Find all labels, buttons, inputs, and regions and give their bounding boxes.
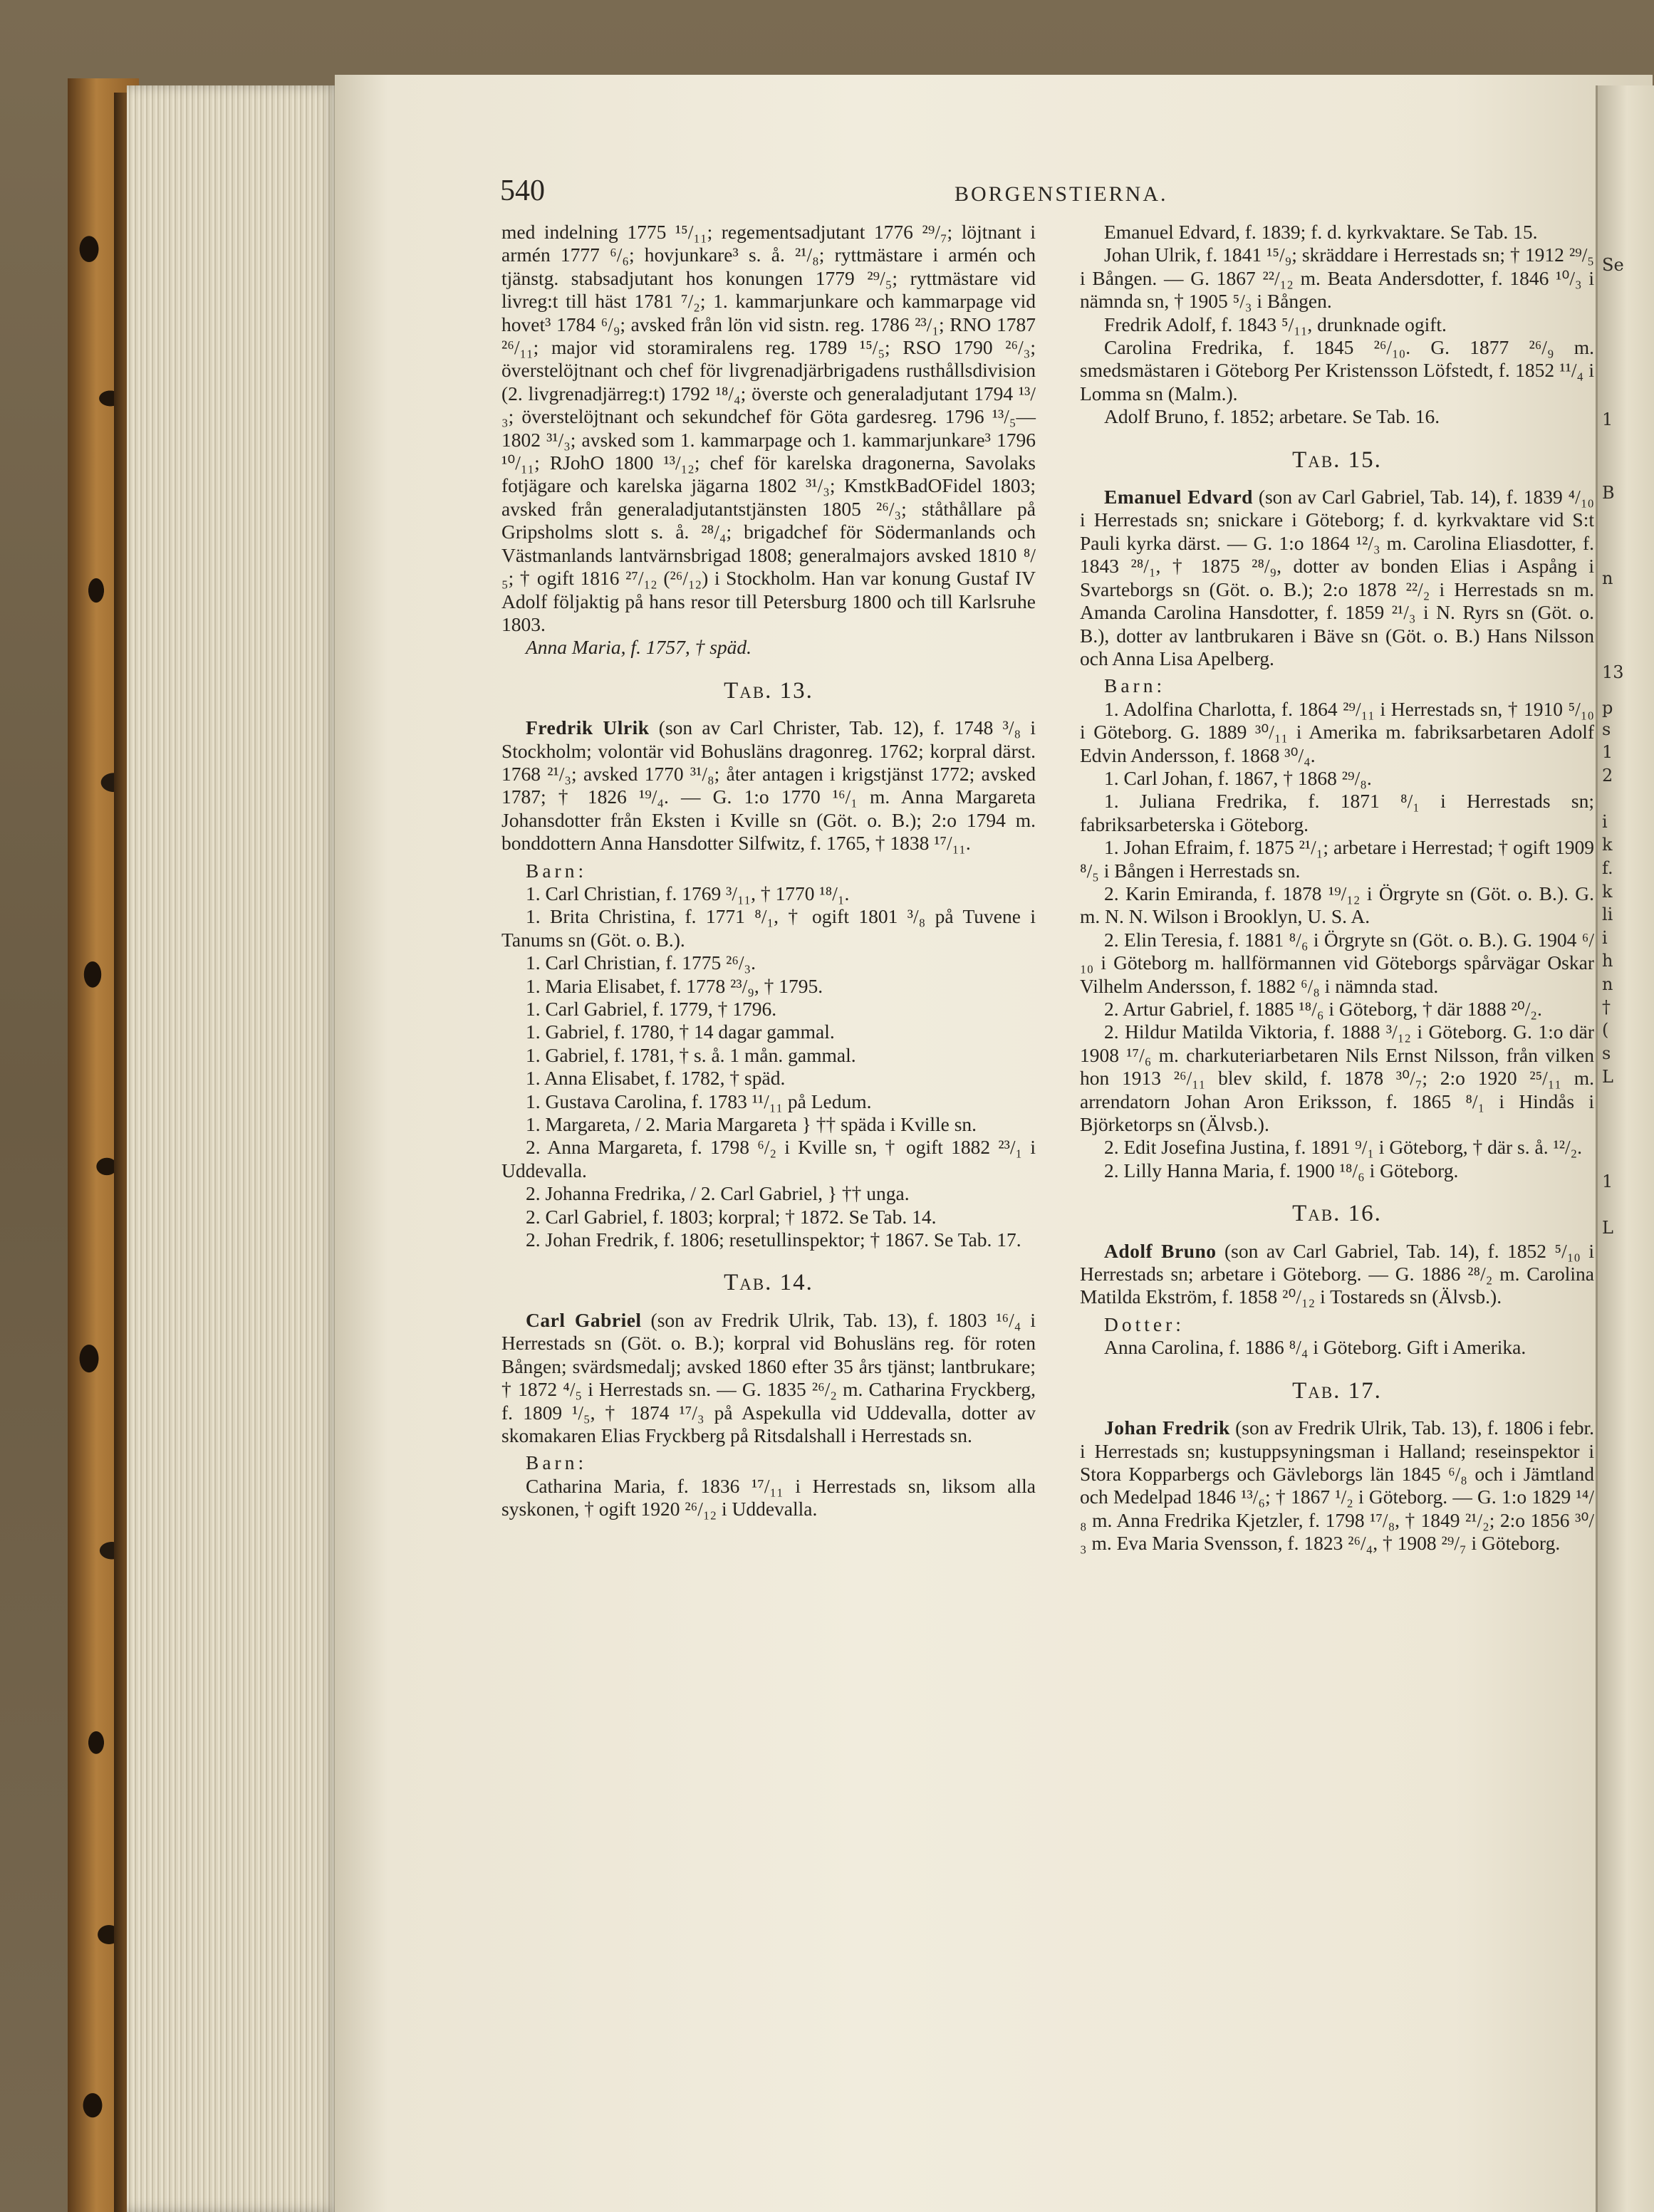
fragment: Se xyxy=(1602,255,1624,275)
fragment: s xyxy=(1602,719,1611,739)
child-entry: 1. Maria Elisabet, f. 1778 ²³/₉, † 1795. xyxy=(526,974,823,997)
child-entry: 1. Carl Christian, f. 1769 ³/₁₁, † 1770 ¹⁸/₁. xyxy=(526,882,850,904)
right-column xyxy=(1080,221,1594,1555)
child-entry: Fredrik Adolf, f. 1843 ⁵/₁₁, drunknade ogift. xyxy=(1104,313,1447,335)
children-label: Barn: xyxy=(1104,674,1166,697)
entry-paragraph: Johan Fredrik (son av Fredrik Ulrik, Tab. 13), f. 1806 i febr. i Herrestads sn; kustuppsyningsman i Halland; reseinspektor i Stora Kopparbergs och Gävleborgs län 1845 ⁶/₈ och i Jämtland och Medelpad 1846 ¹³/₆; † 1867 ¹/₂ i Göteborg. — G. 1:o 1829 ¹⁴/₈ m. Anna Fredrika Kjetzler, f. 1798 ¹⁷/₈, † 1849 ²¹/₂; 2:o 1856 ³⁰/₃ m. Eva Maria Svensson, f. 1823 ²⁶/₄, † 1908 ²⁹/₇ i Göteborg. xyxy=(1080,1417,1594,1555)
fragment: p xyxy=(1602,698,1613,718)
child-entry-twins: 2. Johanna Fredrika, / 2. Carl Gabriel, } †† unga. xyxy=(526,1182,910,1205)
fragment: L xyxy=(1602,1067,1613,1087)
left-column xyxy=(501,221,1036,1521)
child-entry: 1. Gabriel, f. 1780, † 14 dagar gammal. xyxy=(526,1021,835,1043)
child-entry: 1. Adolfina Charlotta, f. 1864 ²⁹/₁₁ i Herrestads sn, † 1910 ⁵/₁₀ i Göteborg. G. 1889 ³⁰/₁₁ i Amerika m. fabriksarbetaren Adolf Edvin Andersson, f. 1868 ³⁰/₄. xyxy=(1080,697,1594,766)
fragment: ( xyxy=(1602,1020,1609,1040)
fragment: h xyxy=(1602,951,1613,971)
child-entry: 1. Carl Johan, f. 1867, † 1868 ²⁹/₈. xyxy=(1104,766,1372,789)
section-heading: Tab. 13. xyxy=(724,677,813,704)
entry-paragraph: Adolf Bruno (son av Carl Gabriel, Tab. 14), f. 1852 ⁵/₁₀ i Herrestads sn; arbetare i Göteborg. — G. 1886 ²⁸/₂ m. Carolina Matilda Ekström, f. 1858 ²⁰/₁₂ i Tostareds sn (Älvsb.). xyxy=(1080,1239,1594,1308)
fragment: k xyxy=(1602,835,1613,855)
fragment: 1 xyxy=(1602,1172,1613,1191)
child-entry: 1. Johan Efraim, f. 1875 ²¹/₁; arbetare i Herrestad; † ogift 1909 ⁸/₅ i Bången i Herrestads sn. xyxy=(1080,836,1594,882)
child-entry: Johan Ulrik, f. 1841 ¹⁵/₉; skräddare i Herrestads sn; † 1912 ²⁹/₅ i Bången. — G. 1867 ²²/₁₂ m. Beata Andersdotter, f. 1846 ¹⁰/₃ i nämnda sn, † 1905 ⁵/₃ i Bången. xyxy=(1080,244,1594,313)
child-entry: 1. Anna Elisabet, f. 1782, † späd. xyxy=(526,1067,786,1090)
child-entry: 1. Juliana Fredrika, f. 1871 ⁸/₁ i Herrestads sn; fabriksarbeterska i Göteborg. xyxy=(1080,790,1594,835)
child-entry: 2. Elin Teresia, f. 1881 ⁸/₆ i Örgryte sn (Göt. o. B.). G. 1904 ⁶/₁₀ i Göteborg m. hallförmannen vid Göteborgs spårvägar Oskar Vilhelm Andersson, f. 1882 ⁶/₈ i nämnda stad. xyxy=(1080,928,1594,997)
entry-paragraph: Carl Gabriel (son av Fredrik Ulrik, Tab. 13), f. 1803 ¹⁶/₄ i Herrestads sn (Göt. o. B.); korpral vid Bohusläns reg. för roten Bången; svärdsmedalj; avsked 1860 efter 35 års tjänst; lantbrukare; † 1872 ⁴/₅ i Herrestads sn. — G. 1835 ²⁶/₂ m. Catharina Fryckberg, f. 1809 ¹/₅, † 1874 ¹⁷/₃ på Aspekulla vid Uddevalla, dotter av skomakaren Elias Fryckberg på Ritsdalshall i Herrestads sn. xyxy=(501,1308,1036,1446)
child-entry: 1. Carl Gabriel, f. 1779, † 1796. xyxy=(526,998,777,1020)
child-entry: 2. Karin Emiranda, f. 1878 ¹⁹/₁₂ i Örgryte sn (Göt. o. B.). G. m. N. N. Wilson i Brooklyn, U. S. A. xyxy=(1080,882,1594,928)
child-entry: 2. Johan Fredrik, f. 1806; resetullinspektor; † 1867. Se Tab. 17. xyxy=(526,1228,1021,1251)
child-entry: 2. Carl Gabriel, f. 1803; korpral; † 1872. Se Tab. 14. xyxy=(526,1205,937,1228)
fragment: 1 xyxy=(1602,409,1613,429)
section-heading: Tab. 14. xyxy=(724,1270,813,1296)
children-label: Barn: xyxy=(526,1451,588,1474)
child-entry: 2. Artur Gabriel, f. 1885 ¹⁸/₆ i Göteborg, † där 1888 ²⁰/₂. xyxy=(1104,998,1542,1020)
child-entry: Adolf Bruno, f. 1852; arbetare. Se Tab. 16. xyxy=(1104,405,1440,428)
fragment: i xyxy=(1602,812,1608,832)
fragment: 1 xyxy=(1602,742,1613,762)
fragment: 13 xyxy=(1602,662,1624,682)
entry-paragraph: Fredrik Ulrik (son av Carl Christer, Tab. 12), f. 1748 ³/₈ i Stockholm; volontär vid Bohusläns dragonreg. 1762; korpral därst. 1768 ²¹/₃; avsked 1770 ³¹/₈; åter antagen i krigstjänst 1772; avsked 1787; † 1826 ¹⁹/₄. — G. 1:o 1770 ¹⁶/₁ m. Anna Margareta Johansdotter från Eksten i Kville sn (Göt. o. B.); 2:o 1794 m. bonddottern Anna Hansdotter Silfwitz, f. 1765, † 1838 ¹⁷/₁₁. xyxy=(501,716,1036,855)
child-entry: 1. Brita Christina, f. 1771 ⁸/₁, † ogift 1801 ³/₈ på Tuvene i Tanums sn (Göt. o. B.). xyxy=(501,905,1036,951)
children-label: Barn: xyxy=(526,859,588,882)
paragraph: Anna Maria, f. 1757, † späd. xyxy=(526,636,752,659)
fragment: f. xyxy=(1602,858,1613,878)
child-entry: Catharina Maria, f. 1836 ¹⁷/₁₁ i Herrestads sn, liksom alla syskonen, † ogift 1920 ²⁶/₁₂ i Uddevalla. xyxy=(501,1474,1036,1520)
child-entry-twins: 1. Margareta, / 2. Maria Margareta } †† späda i Kville sn. xyxy=(526,1113,977,1136)
child-entry: 2. Anna Margareta, f. 1798 ⁶/₂ i Kville sn, † ogift 1882 ²³/₁ i Uddevalla. xyxy=(501,1136,1036,1181)
fragment: B xyxy=(1602,483,1615,503)
section-heading: Tab. 15. xyxy=(1292,447,1382,473)
person-name: Emanuel Edvard xyxy=(1104,486,1253,508)
fragment: n xyxy=(1602,974,1613,994)
daughter-label: Dotter: xyxy=(1104,1313,1185,1335)
person-name: Carl Gabriel xyxy=(526,1308,642,1331)
fragment: L xyxy=(1602,1218,1613,1238)
child-entry: Emanuel Edvard, f. 1839; f. d. kyrkvaktare. Se Tab. 15. xyxy=(1104,221,1538,243)
child-entry: Carolina Fredrika, f. 1845 ²⁶/₁₀. G. 1877 ²⁶/₉ m. smedsmästaren i Göteborg Per Kristensson Löfstedt, f. 1852 ¹¹/₄ i Lomma sn (Malm.). xyxy=(1080,336,1594,405)
fragment: s xyxy=(1602,1043,1611,1063)
fragment: n xyxy=(1602,568,1613,588)
section-heading: Tab. 17. xyxy=(1292,1377,1382,1404)
person-name: Johan Fredrik xyxy=(1104,1417,1230,1439)
fragment: † xyxy=(1602,997,1611,1017)
section-heading: Tab. 16. xyxy=(1292,1201,1382,1227)
child-entry: Anna Carolina, f. 1886 ⁸/₄ i Göteborg. Gift i Amerika. xyxy=(1104,1336,1526,1359)
fragment: 2 xyxy=(1602,766,1613,786)
running-head: BORGENSTIERNA. xyxy=(955,182,1168,206)
child-entry: 2. Lilly Hanna Maria, f. 1900 ¹⁸/₆ i Göteborg. xyxy=(1104,1159,1459,1181)
paragraph: med indelning 1775 ¹⁵/₁₁; regementsadjutant 1776 ²⁹/₇; löjtnant i armén 1777 ⁶/₆; hovjunkare³ s. å. ²¹/₈; ryttmästare i armén och tjänstg. stabsadjutant hos konungen 1779 ²⁹/₅; ryttmästare vid livreg:t till häst 1781 ⁷/₂; 1. kammarjunkare och kammarpage vid hovet³ 1784 ⁶/₉; avsked från lön vid sistn. reg. 1786 ²³/₁; RNO 1787 ²⁶/₁₁; major vid storamiralens reg. 1789 ¹⁵/₅; RSO 1790 ²⁶/₃; överstelöjtnant och chef för livgrenadjärbrigadens rusthållsdivision (2. livgrenadjärreg:t) 1792 ¹⁸/₄; överste och generaladjutant 1794 ¹³/₃; överstelöjtnant och sekundchef för Göta gardesreg. 1796 ¹³/₅—1802 ³¹/₃; avsked som 1. kammarpage och 1. kammarjunkare³ 1796 ¹⁰/₁₁; RJohO 1800 ¹³/₁₂; chef för karelska dragonerna, Savolaks fotjägare och karelska jägarna 1802 ³¹/₃; KmstkBadOFidel 1803; avsked från generaladjutantstjänsten 1805 ²⁶/₃; ståthållare på Gripsholms slott s. å. ²⁸/₄; brigadchef för Södermanlands och Västmanlands lantvärnsbrigad 1808; generalmajors avsked 1810 ⁸/₅; † ogift 1816 ²⁷/₁₂ (²⁶/₁₂) i Stockholm. Han var konung Gustaf IV Adolf följaktig på hans resor till Petersburg 1800 och till Karlsruhe 1803. xyxy=(501,221,1036,635)
entry-paragraph: Emanuel Edvard (son av Carl Gabriel, Tab. 14), f. 1839 ⁴/₁₀ i Herrestads sn; snickare i Göteborg; f. d. kyrkvaktare vid S:t Pauli kyrka därst. — G. 1:o 1864 ¹²/₃ m. Carolina Eliasdotter, f. 1843 ²⁸/₁, † 1875 ²⁸/₉, dotter av bonden Elias i Aspång i Svarteborgs sn (Göt. o. B.); 2:o 1878 ²²/₂ i Herrestads sn m. Amanda Carolina Hansdotter, f. 1859 ²¹/₃ i N. Ryrs sn (Göt. o. B.), dotter av lantbrukaren i Bäve sn (Göt. o. B.) Hans Nilsson och Anna Lisa Apelberg. xyxy=(1080,486,1594,669)
fragment: li xyxy=(1602,904,1613,924)
page-number: 540 xyxy=(500,174,545,207)
page-edges xyxy=(127,85,340,2212)
child-entry: 1. Gabriel, f. 1781, † s. å. 1 mån. gammal. xyxy=(526,1043,856,1066)
person-name: Adolf Bruno xyxy=(1104,1239,1217,1262)
child-entry: 1. Gustava Carolina, f. 1783 ¹¹/₁₁ på Ledum. xyxy=(526,1090,872,1112)
next-page-edge xyxy=(1596,85,1654,2212)
fragment: i xyxy=(1602,928,1608,948)
child-entry: 2. Hildur Matilda Viktoria, f. 1888 ³/₁₂ i Göteborg. G. 1:o där 1908 ¹⁷/₆ m. charkuteriarbetaren Nils Ernst Nilsson, från vilken hon 1913 ²⁶/₁₁ blev skild, f. 1878 ³⁰/₇; 2:o 1920 ²⁵/₁₁ m. arrendatorn Johan Aron Eriksson, f. 1865 ⁸/₁ i Hindås i Björketorps sn (Älvsb.). xyxy=(1080,1021,1594,1136)
child-entry: 2. Edit Josefina Justina, f. 1891 ⁹/₁ i Göteborg, † där s. å. ¹²/₂. xyxy=(1104,1136,1583,1159)
person-name: Fredrik Ulrik xyxy=(526,716,650,739)
child-entry: 1. Carl Christian, f. 1775 ²⁶/₃. xyxy=(526,951,756,974)
fragment: k xyxy=(1602,882,1613,902)
